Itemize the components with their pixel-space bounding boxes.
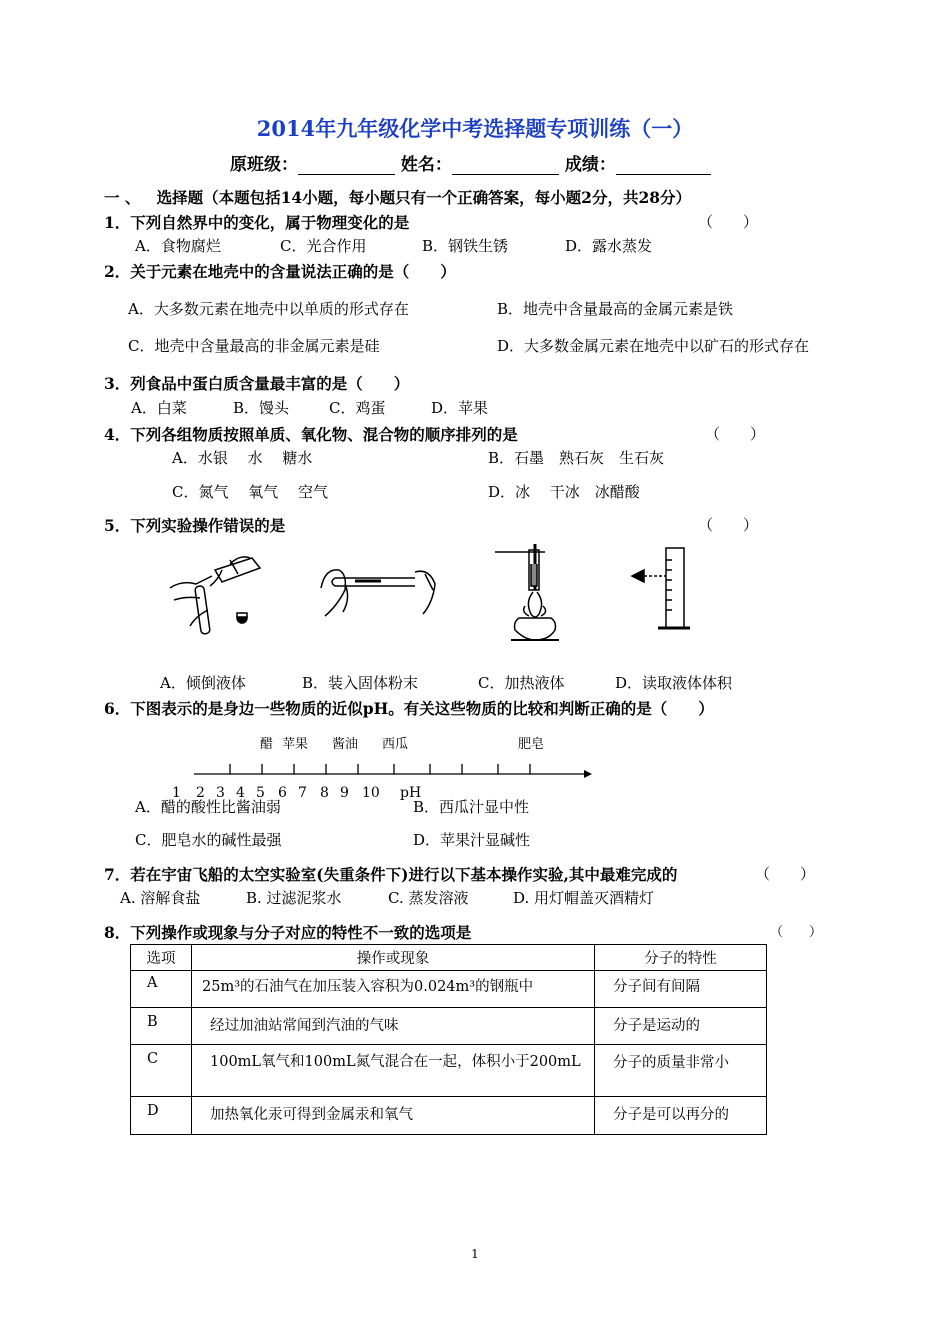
q7-option-b[interactable]: B. 过滤泥浆水 <box>246 889 342 907</box>
q2-option-d[interactable]: D．大多数金属元素在地壳中以矿石的形式存在 <box>497 337 810 355</box>
q8-table <box>130 944 767 1135</box>
question-2-stem: 2．关于元素在地壳中的含量说法正确的是（ ） <box>104 262 456 281</box>
ph-scale-figure <box>160 730 600 805</box>
ph-tick-2: 2 <box>196 785 205 801</box>
class-blank[interactable] <box>298 156 395 175</box>
ph-tick-4: 4 <box>236 785 245 801</box>
q2-option-a[interactable]: A．大多数元素在地壳中以单质的形式存在 <box>128 300 409 318</box>
question-6-stem: 6．下图表示的是身边一些物质的近似pH。有关这些物质的比较和判断正确的是（ ） <box>104 699 714 718</box>
q8-header-option: 选项 <box>131 945 192 971</box>
q8-row-b-phenomenon: 经过加油站常闻到汽油的气味 <box>192 1008 595 1045</box>
q8-header-property: 分子的特性 <box>595 945 767 971</box>
q6-option-c[interactable]: C．肥皂水的碱性最强 <box>135 831 282 849</box>
name-blank[interactable] <box>452 156 559 175</box>
name-label: 姓名： <box>400 155 452 175</box>
ph-tick-9: 9 <box>340 785 349 801</box>
ph-axis-ticks <box>230 764 530 774</box>
ph-label-apple: 苹果 <box>282 737 309 752</box>
page-title: 2014年九年级化学中考选择题专项训练（一） <box>256 116 694 141</box>
q3-option-d[interactable]: D．苹果 <box>431 399 489 417</box>
q8-row-c-phenomenon: 100mL氧气和100mL氮气混合在一起，体积小于200mL <box>192 1045 595 1097</box>
q4-option-c[interactable]: C．氮气 氧气 空气 <box>172 483 329 501</box>
question-5-stem: 5．下列实验操作错误的是 <box>104 516 286 535</box>
q8-row-d-property: 分子是可以再分的 <box>595 1097 767 1135</box>
q1-option-d[interactable]: D．露水蒸发 <box>565 237 653 255</box>
ph-tick-7: 7 <box>298 785 307 801</box>
q8-row-d-phenomenon: 加热氧化汞可得到金属汞和氧气 <box>192 1097 595 1135</box>
lab-operation-figures <box>160 540 690 650</box>
q6-option-d[interactable]: D．苹果汁显碱性 <box>413 831 531 849</box>
q5-option-d[interactable]: D．读取液体体积 <box>615 674 733 692</box>
q8-table-row-c[interactable] <box>131 1045 767 1097</box>
q7-option-c[interactable]: C. 蒸发溶液 <box>388 889 469 907</box>
q8-row-d-option: D <box>131 1097 192 1135</box>
ph-substance-labels <box>260 736 544 752</box>
q7-option-d[interactable]: D. 用灯帽盖灭酒精灯 <box>513 889 655 907</box>
q7-option-a[interactable]: A. 溶解食盐 <box>120 889 201 907</box>
loading-powder-figure <box>321 570 435 616</box>
question-1-answer-paren[interactable]: （ ） <box>698 213 759 231</box>
ph-tick-5: 5 <box>256 785 265 801</box>
q8-table-row-b[interactable] <box>131 1008 767 1045</box>
q5-option-b[interactable]: B．装入固体粉末 <box>302 674 419 692</box>
ph-tick-3: 3 <box>216 785 225 801</box>
q6-option-a[interactable]: A．醋的酸性比酱油弱 <box>135 798 281 816</box>
pouring-liquid-figure <box>170 557 260 634</box>
question-4-stem: 4．下列各组物质按照单质、氧化物、混合物的顺序排列的是 <box>104 425 518 444</box>
ph-axis-arrow <box>584 770 592 778</box>
section-number: 一 、 <box>104 188 141 207</box>
question-7-answer-paren[interactable]: （ ） <box>755 865 816 883</box>
q4-option-b[interactable]: B．石墨 熟石灰 生石灰 <box>488 449 665 467</box>
q8-row-b-option: B <box>131 1008 192 1045</box>
section-heading <box>104 186 691 208</box>
ph-label-watermelon: 西瓜 <box>382 737 409 752</box>
q6-option-b[interactable]: B．西瓜汁显中性 <box>413 798 530 816</box>
q1-option-b[interactable]: B．钢铁生锈 <box>422 237 509 255</box>
q3-option-c[interactable]: C．鸡蛋 <box>329 399 386 417</box>
q2-option-c[interactable]: C．地壳中含量最高的非金属元素是硅 <box>128 337 380 355</box>
question-4-answer-paren[interactable]: （ ） <box>705 425 766 443</box>
q1-option-a[interactable]: A．食物腐烂 <box>135 237 221 255</box>
q8-row-b-property: 分子是运动的 <box>595 1008 767 1045</box>
q2-option-b[interactable]: B．地壳中含量最高的金属元素是铁 <box>497 300 734 318</box>
question-7-stem: 7．若在宇宙飞船的太空实验室(失重条件下)进行以下基本操作实验,其中最难完成的 <box>104 865 678 884</box>
q8-row-a-phenomenon: 25m³的石油气在加压装入容积为0.024m³的钢瓶中 <box>192 971 595 1008</box>
q8-header-phenomenon: 操作或现象 <box>192 945 595 971</box>
q5-option-a[interactable]: A．倾倒液体 <box>160 674 246 692</box>
q8-table-header-row <box>131 945 767 971</box>
ph-label-soy-sauce: 酱油 <box>332 737 359 752</box>
ph-tick-8: 8 <box>320 785 329 801</box>
q4-option-a[interactable]: A．水银 水 糖水 <box>172 449 313 467</box>
ph-tick-1: 1 <box>172 785 181 801</box>
class-label: 原班级： <box>230 155 298 175</box>
q5-option-c[interactable]: C．加热液体 <box>478 674 565 692</box>
question-3-stem: 3．列食品中蛋白质含量最丰富的是（ ） <box>104 374 410 393</box>
q8-row-a-option: A <box>131 971 192 1008</box>
q3-option-b[interactable]: B．馒头 <box>233 399 290 417</box>
q8-table-row-d[interactable] <box>131 1097 767 1135</box>
q8-row-c-property: 分子的质量非常小 <box>595 1045 767 1097</box>
ph-label-vinegar: 醋 <box>260 737 274 752</box>
question-8-answer-paren[interactable]: （ ） <box>770 925 823 940</box>
reading-volume-figure <box>632 548 690 628</box>
section-text: 选择题（本题包括14小题，每小题只有一个正确答案，每小题2分，共28分） <box>156 188 692 207</box>
q3-option-a[interactable]: A．白菜 <box>131 399 187 417</box>
question-8-stem: 8．下列操作或现象与分子对应的特性不一致的选项是 <box>104 923 472 942</box>
q8-row-a-property: 分子间有间隔 <box>595 971 767 1008</box>
q8-row-c-option: C <box>131 1045 192 1097</box>
ph-unit-label: pH <box>400 785 422 801</box>
ph-tick-10: 10 <box>362 785 380 801</box>
heating-liquid-figure <box>495 544 559 640</box>
ph-label-soap: 肥皂 <box>518 737 545 752</box>
score-blank[interactable] <box>616 156 711 175</box>
student-info-line <box>230 150 711 175</box>
q4-option-d[interactable]: D．冰 干冰 冰醋酸 <box>488 483 640 501</box>
page-number: 1 <box>471 1247 479 1261</box>
q8-table-row-a[interactable] <box>131 971 767 1008</box>
ph-tick-6: 6 <box>278 785 287 801</box>
question-1-stem: 1．下列自然界中的变化，属于物理变化的是 <box>104 213 410 232</box>
question-5-answer-paren[interactable]: （ ） <box>698 516 759 534</box>
q1-option-c[interactable]: C．光合作用 <box>280 237 367 255</box>
score-label: 成绩： <box>564 155 616 175</box>
